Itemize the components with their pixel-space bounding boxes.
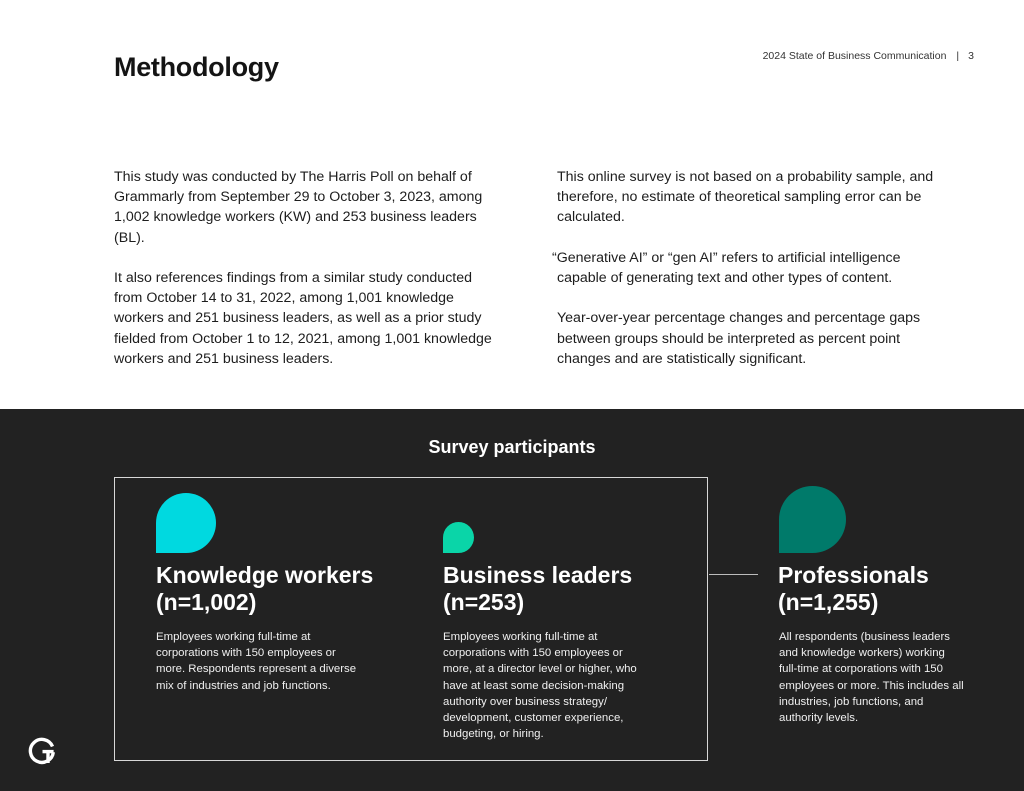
speech-bubble-icon: [156, 493, 216, 553]
group-description: Employees working full-time at corporations with 150 employees or more, at a director level or higher, who have at least some decision-making authority over business strategy/ development, customer experience, budgeting, or hiring.: [443, 631, 637, 741]
group-title: [778, 562, 929, 616]
group-title: [443, 562, 632, 616]
methodology-left-column: [114, 167, 494, 389]
speech-bubble-shape: [779, 486, 846, 553]
survey-participants-section: [0, 409, 1024, 791]
group-name: Business leaders: [443, 562, 633, 588]
group-count: (n=253): [443, 589, 525, 615]
speech-bubble-icon: [779, 486, 846, 553]
methodology-paragraph: “Generative AI” or “gen AI” refers to artificial intelligence capable of generating text and other types of content.: [552, 249, 901, 286]
group-name: Professionals: [778, 562, 929, 588]
speech-bubble-icon: [443, 522, 474, 553]
group-title: [156, 562, 373, 616]
speech-bubble-shape: [156, 493, 216, 553]
report-header: [763, 50, 974, 62]
group-description: Employees working full-time at corporations with 150 employees or more. Respondents represent a diverse mix of industries and job functions.: [156, 631, 357, 692]
group-name: Knowledge workers: [156, 562, 374, 588]
methodology-paragraph: This online survey is not based on a probability sample, and therefore, no estimate of theoretical sampling error can be calculated.: [557, 169, 934, 226]
speech-bubble-shape: [443, 522, 474, 553]
page-title: Methodology: [114, 52, 279, 82]
methodology-paragraph: This study was conducted by The Harris Poll on behalf of Grammarly from September 29 to October 3, 2023, among 1,002 knowledge workers (KW) and 253 business leaders (BL).: [114, 169, 483, 246]
connector-line: [709, 574, 758, 575]
section-title: Survey participants: [428, 437, 596, 457]
methodology-paragraph: It also references findings from a similar study conducted from October 14 to 31, 2022, among 1,001 knowledge workers and 251 business leaders, as well as a prior study fielded from October 1 to 12, 2021, among 1,001 knowledge workers and 251 business leaders.: [114, 270, 492, 367]
grammarly-g-icon: [28, 737, 56, 765]
report-name: 2024 State of Business Communication: [762, 50, 947, 62]
methodology-right-column: [552, 167, 947, 389]
group-description: All respondents (business leaders and knowledge workers) working full-time at corporations with 150 employees or more. This includes all industries, job functions, and authority levels.: [779, 631, 964, 725]
header-separator: |: [956, 50, 960, 62]
group-count: (n=1,255): [778, 589, 879, 615]
methodology-paragraph: Year-over-year percentage changes and percentage gaps between groups should be interpreted as percent point changes and are statistically significant.: [557, 310, 921, 367]
group-count: (n=1,002): [156, 589, 257, 615]
page-number: 3: [968, 50, 974, 62]
